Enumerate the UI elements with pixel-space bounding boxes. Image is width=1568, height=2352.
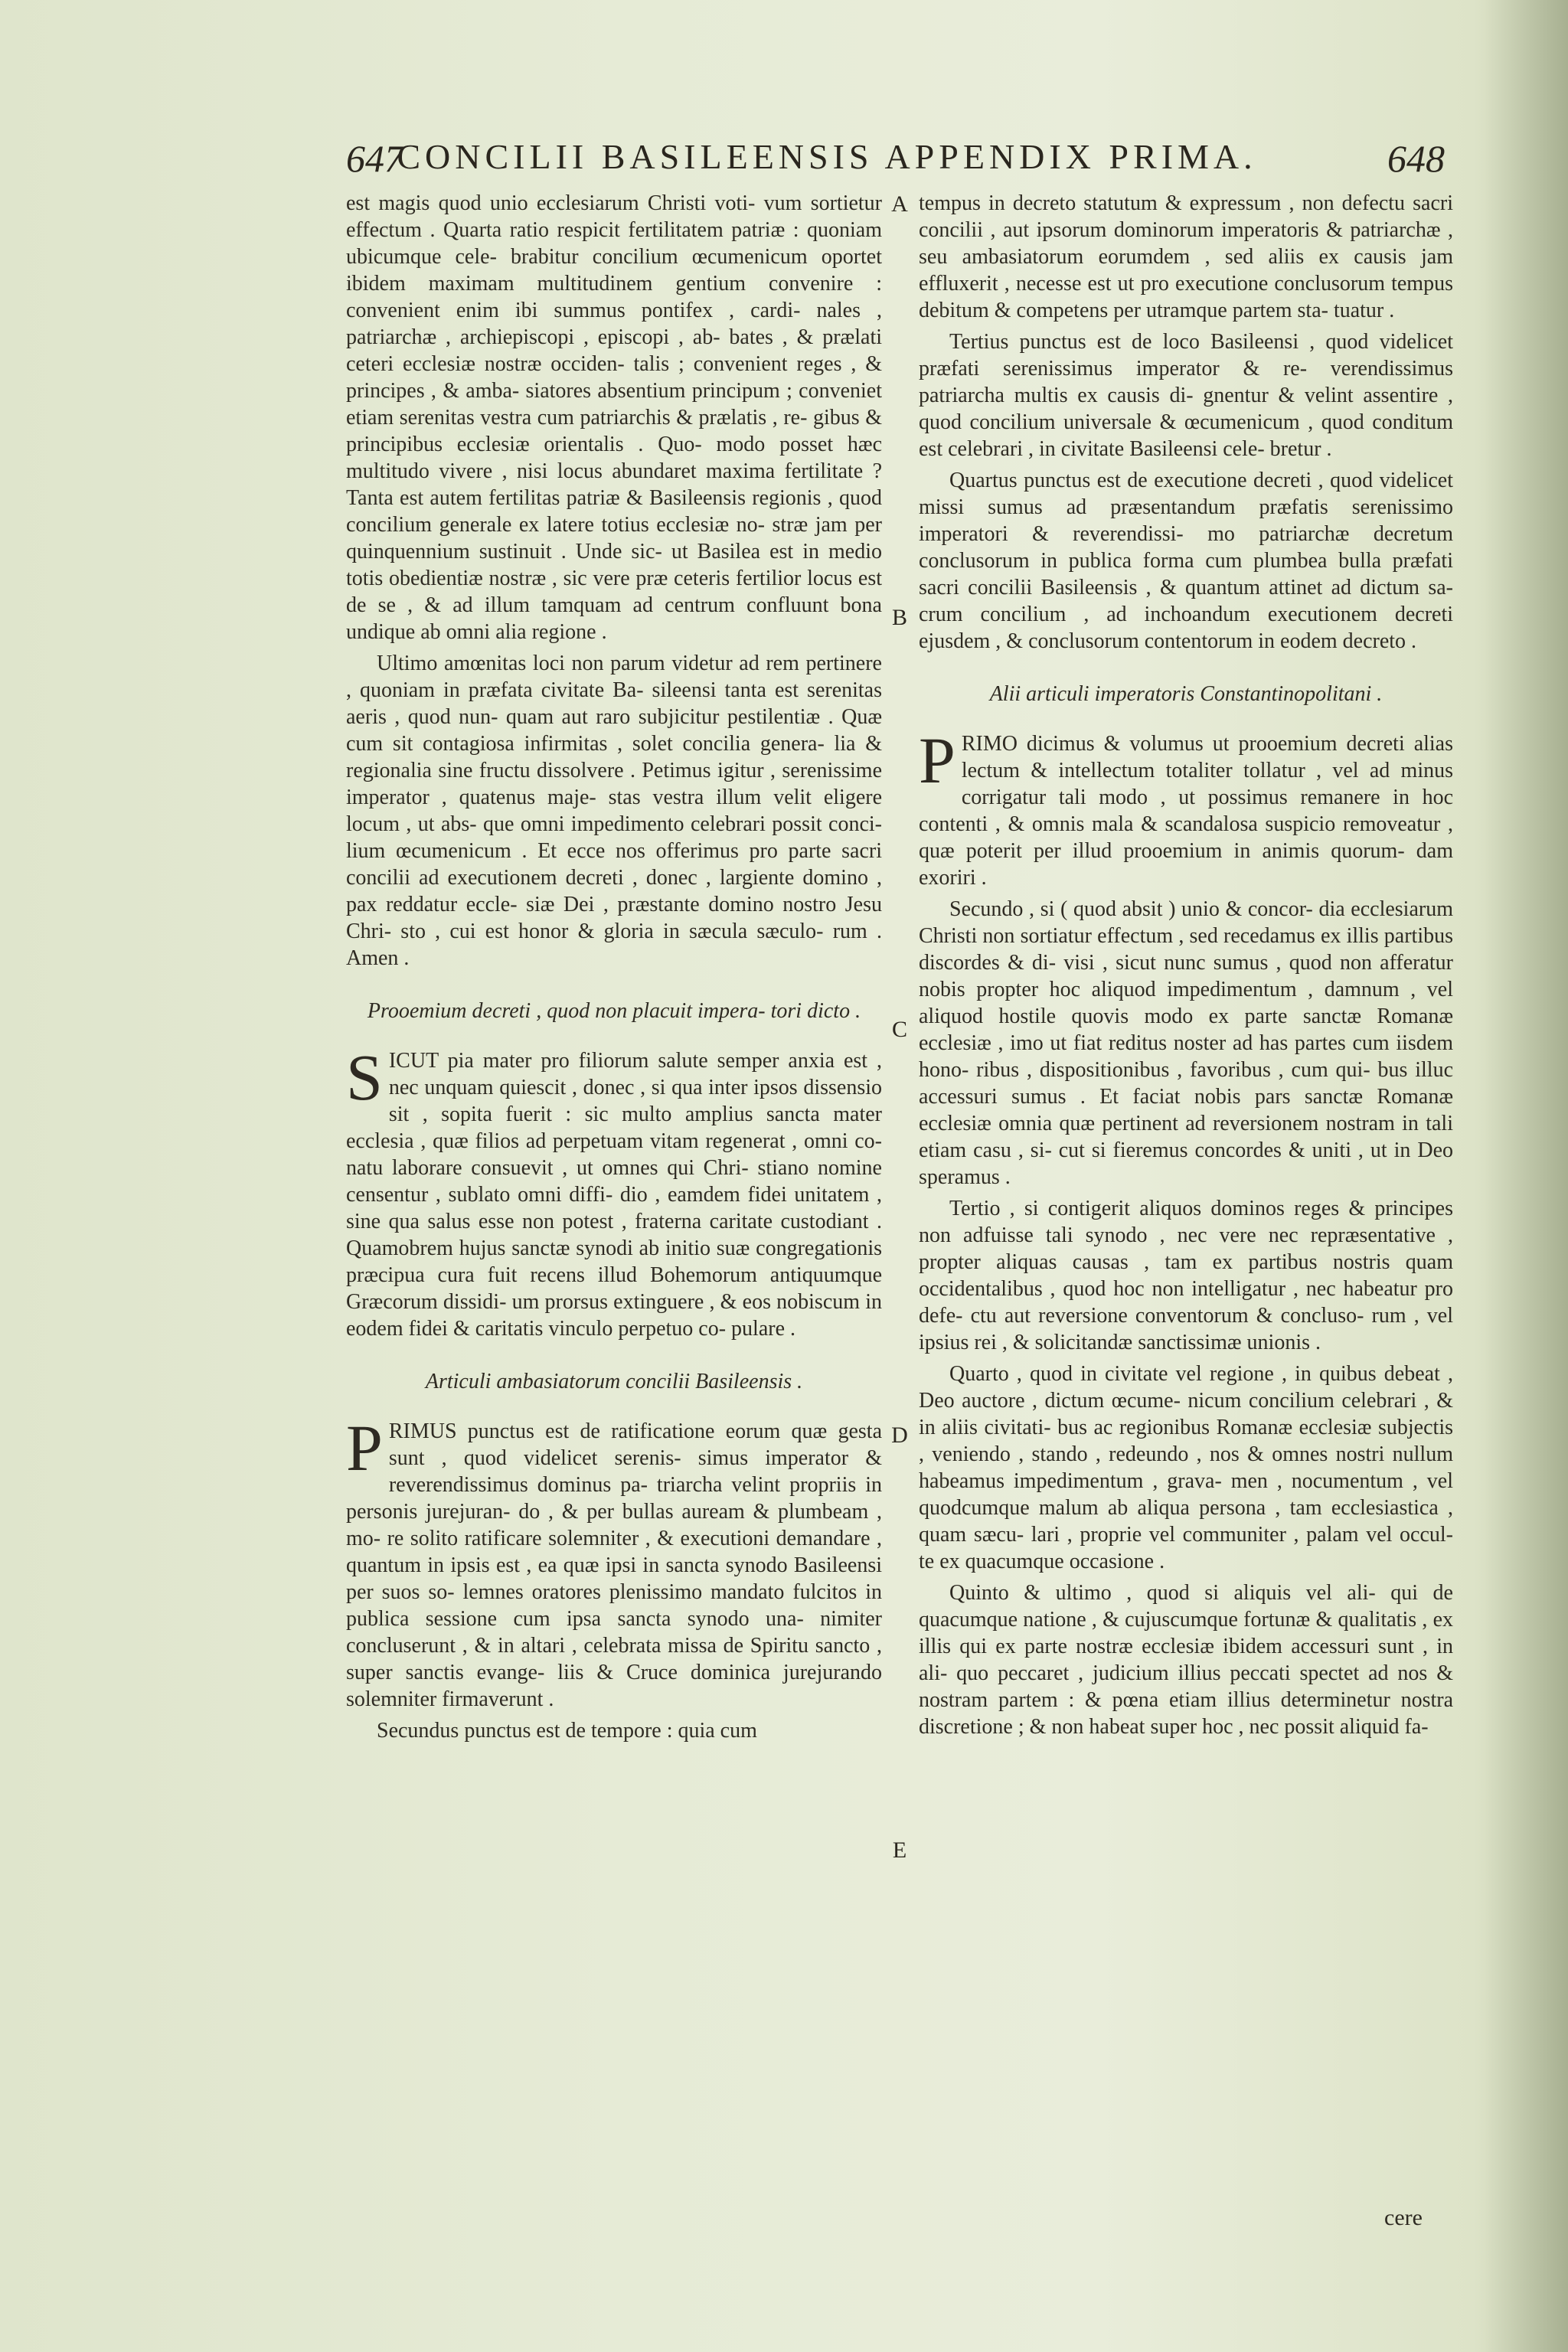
right-paragraph-2: Tertius punctus est de loco Basileensi , quod videlicet præfati serenissimus imperator & re- verendissimus patriarcha multis ex causis di- gnentur & velint assentire , quod concilium universale & œcumenicum , quod conditum est celebrari , in civitate Basileensi cele- bretur . [919,330,1453,461]
right-paragraph-1: tempus in decreto statutum & expressum , non defectu sacri concilii , aut ipsorum dominorum imperatoris & patriarchæ , seu ambasiatorum eorumdem , sed aliis ex causis jam effluxerit , necesse est ut pro executione conclusorum tempus debitum & competens per utramque partem sta- tuatur . [919,191,1453,322]
margin-letter-a: A [891,191,908,217]
margin-letter-d: D [891,1423,908,1448]
left-paragraph-5: Secundus punctus est de tempore : quia cum [377,1719,757,1743]
margin-letter-c: C [891,1017,907,1042]
dropcap-p-left: P [346,1411,383,1485]
left-paragraph-4-text: RIMUS punctus est de ratificatione eorum quæ gesta sunt , quod videlicet serenis- simus imperator & reverendissimus dominus pa- triarcha velint propriis in personis jurejuran- do , & per bullas auream & plumbeam , mo- re solito ratificare solemniter , & executioni demandare , quantum in ipsis est , ea quæ ipsi in sancta synodo Basileensi per suos so- lemnes oratores plenissimo mandato fulcitos in publica sessione cum ipsa sancta synodo una- nimiter concluserunt , & in altari , celebrata missa de Spiritu sancto , super sanctis evange- liis & Cruce dominica jurejurando solemniter firmaverunt . [346,1419,882,1711]
dropcap-p-right: P [919,724,956,797]
left-paragraph-3 [346,1040,882,1342]
running-head-title: CONCILII BASILEENSIS APPENDIX PRIMA. [397,137,1257,176]
left-paragraph-1: est magis quod unio ecclesiarum Christi voti- vum sortietur effectum . Quarta ratio respicit fertilitatem patriæ : quoniam ubicumque cele- brabitur concilium œcumenicum oportet ibidem maximam multitudinem gentium convenire : convenient enim ibi summus pontifex , cardi- nales , patriarchæ , archiepiscopi , episcopi , ab- bates , & prælati ceteri ecclesiæ nostræ occiden- talis ; convenient reges , & principes , & amba- siatores absentium principum ; conveniet etiam serenitas vestra cum patriarchis & prælatis , re- gibus & principibus ecclesiæ orientalis . Quo- modo posset hæc multitudo vivere , nisi locus abundaret maxima fertilitate ? Tanta est autem fertilitas patriæ & Basileensis regionis , quod concilium generale ex latere totius ecclesiæ no- stræ jam per quinquennium sustinuit . Unde sic- ut Basilea est in medio totis obedientiæ nostræ , sic vere præ ceteris fertilior locus est de se , & ad illum tamquam ad centrum confluunt bona undique ab omni alia regione . [346,191,882,644]
catchword: cere [1384,2205,1423,2230]
left-paragraph-3-text: ICUT pia mater pro filiorum salute semper anxia est , nec unquam quiescit , donec , si qua inter ipsos dissensio sit , sopita fuerit : sic multo amplius sancta mater ecclesia , quæ filios ad perpetuam vitam regenerat , omni co- natu laborare consuevit , ut omnes qui Chri- stiano nomine censentur , sublato omni diffi- dio , eamdem fidei unitatem , sine qua salus esse non potest , fraterna caritate custodiant . Quamobrem hujus sanctæ synodi ab initio suæ congregationis præcipua cura fuit recens illud Bohemorum antiquumque Græcorum dissidi- um prorsus extinguere , & eos nobiscum in eodem fidei & caritatis vinculo perpetuo co- pulare . [346,1049,882,1341]
margin-letter-e: E [892,1838,907,1863]
right-paragraph-8: Quinto & ultimo , quod si aliquis vel ali- qui de quacumque natione , & cujuscumque fortunæ & qualitatis , ex illis qui ex parte nostræ ecclesiæ ibidem accessuri sunt , in ali- quo peccaret , judicium illius peccati spectet ad nos & nostram partem : & pœna etiam illius determinetur nostra discretione ; & non habeat super hoc , nec possit aliquid fa- [919,1581,1453,1739]
dropcap-s: S [346,1040,383,1114]
left-heading-prooemium: Prooemium decreti , quod non placuit impera- tori dicto . [367,999,861,1023]
right-paragraph-7: Quarto , quod in civitate vel regione , in quibus debeat , Deo auctore , dictum œcume- nicum concilium celebrari , & in aliis civitati- bus ac regionibus Romanæ ecclesiæ subjectis , veniendo , stando , redeundo , nos & omnes nostri nullum habeamus impedimentum , grava- men , nocumentum , vel quodcumque malum ab aliqua persona , tam ecclesiastica , quam sæcu- lari , proprie vel communiter , palam vel occul- te ex quacumque occasione . [919,1362,1453,1573]
right-paragraph-6: Tertio , si contigerit aliquos dominos reges & principes non adfuisse tali synodo , nec vere nec repræsentative , propter aliquas causas , tam ex partibus nostris quam occidentalibus , quod hoc non intelligatur , nec habeatur pro defe- ctu aut reversione conventorum & concluso- rum , vel ipsius rei , & solicitandæ sanctissimæ unionis . [919,1197,1453,1354]
right-paragraph-4 [919,724,1453,891]
left-column [346,190,882,1749]
left-heading-articuli: Articuli ambasiatorum concilii Basileensis . [425,1370,803,1393]
right-column [919,190,1453,1745]
left-page-number: 647 [346,137,403,180]
left-paragraph-4 [346,1411,882,1713]
margin-letter-b: B [891,605,907,630]
right-page-number: 648 [1387,137,1445,180]
left-paragraph-2: Ultimo amœnitas loci non parum videtur ad rem pertinere , quoniam in præfata civitate Ba- sileensi tanta est serenitas aeris , quod nun- quam aut raro subjicitur pestilentiæ . Quæ cum sit contagiosa infirmitas , solet concilia genera- lia & regionalia sine fructu dissolvere . Petimus igitur , serenissime imperator , quatenus maje- stas vestra illum velit eligere locum , ut abs- que omni impedimento celebrari possit conci- lium œcumenicum . Et ecce nos offerimus pro parte sacri concilii ad executionem decreti , donec , largiente domino , pax reddatur eccle- siæ Dei , præstante domino nostro Jesu Chri- sto , cui est honor & gloria in sæcula sæculo- rum . Amen . [346,652,882,970]
right-paragraph-4-text: RIMO dicimus & volumus ut prooemium decreti alias lectum & intellectum totaliter tollatur , vel ad minus corrigatur tali modo , ut possimus remanere in hoc contenti , & omnis mala & scandalosa suspicio removeatur , quæ poterit per illud prooemium in animis quorum- dam exoriri . [919,732,1453,890]
right-heading-alii-articuli: Alii articuli imperatoris Constantinopolitani . [989,682,1383,706]
right-paragraph-3: Quartus punctus est de executione decreti , quod videlicet missi sumus ad præsentandum præfatis serenissimo imperatori & reverendissi- mo patriarchæ decretum conclusorum in publica forma cum plumbea bulla præfati sacri concilii Basileensis , & quantum attinet ad dictum sa- crum concilium , ad inchoandum executionem decreti ejusdem , & conclusorum contentorum in eodem decreto . [919,469,1453,653]
page-edge-shadow [1484,0,1568,2352]
right-paragraph-5: Secundo , si ( quod absit ) unio & concor- dia ecclesiarum Christi non sortiatur effectum , sed recedamus ex illis partibus discordes & di- visi , sicut nunc sumus , quod non afferatur nobis propter hoc aliquod impedimentum , damnum , vel aliquod hostile quovis modo ex parte sanctæ Romanæ ecclesiæ , imo ut fiat reditus noster ad has partes cum iisdem hono- ribus , dispositionibus , favoribus , cum qui- bus illuc accessuri sumus . Et faciat nobis pars sanctæ Romanæ ecclesiæ omnia quæ pertinent ad reversionem nostram in tali etiam casu , si- cut si fieremus concordes & uniti , ut in Deo speramus . [919,897,1453,1189]
